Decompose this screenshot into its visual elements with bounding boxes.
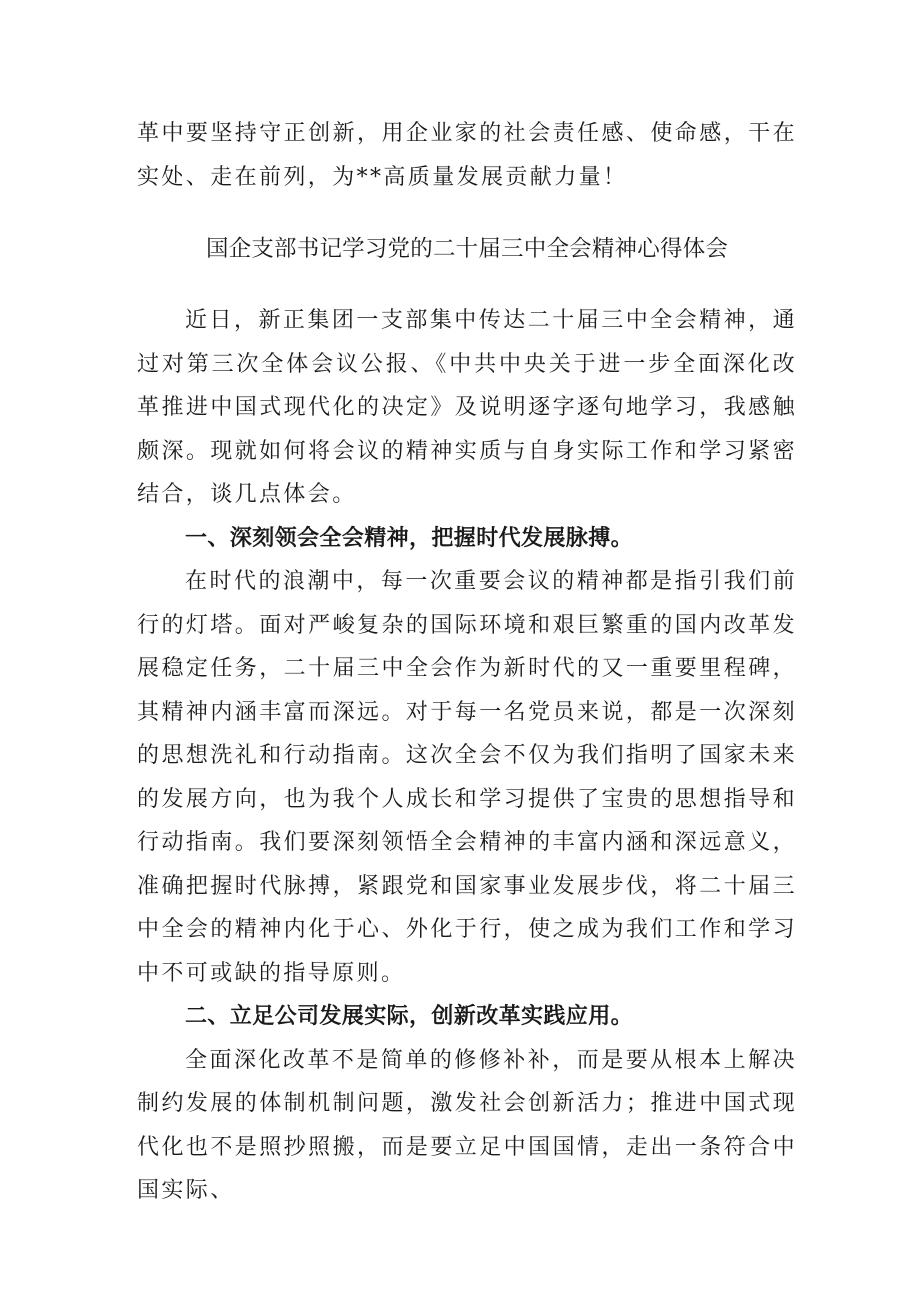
section-2-body: 全面深化改革不是简单的修修补补，而是要从根本上解决制约发展的体制机制问题，激发社会创新活力；推进中国式现代化也不是照抄照搬，而是要立足中国国情，走出一条符合中国实际、 <box>137 1047 797 1203</box>
section-2-heading: 二、立足公司发展实际，创新改革实践应用。 <box>185 1004 634 1029</box>
section-1-heading: 一、深刻领会全会精神，把握时代发展脉搏。 <box>185 525 634 551</box>
article-title: 国企支部书记学习党的二十届三中全会精神心得体会 <box>205 236 729 262</box>
opening-paragraph: 近日，新正集团一支部集中传达二十届三中全会精神，通过对第三次全体会议公报、《中共中央关于进一步全面深化改革推进中国式现代化的决定》及说明逐字逐句地学习，我感触颇深。现就如何将会议的精神实质与自身实际工作和学习紧密结合，谈几点体会。 <box>137 308 797 507</box>
document-body <box>137 112 797 1213</box>
intro-continuation-paragraph: 革中要坚持守正创新，用企业家的社会责任感、使命感，干在实处、走在前列，为**高质量发展贡献力量！ <box>137 121 797 190</box>
section-1-body: 在时代的浪潮中，每一次重要会议的精神都是指引我们前行的灯塔。面对严峻复杂的国际环境和艰巨繁重的国内改革发展稳定任务，二十届三中全会作为新时代的又一重要里程碑，其精神内涵丰富而深远。对于每一名党员来说，都是一次深刻的思想洗礼和行动指南。这次全会不仅为我们指明了国家未来的发展方向，也为我个人成长和学习提供了宝贵的思想指导和行动指南。我们要深刻领悟全会精神的丰富内涵和深远意义，准确把握时代脉搏，紧跟党和国家事业发展步伐，将二十届三中全会的精神内化于心、外化于行，使之成为我们工作和学习中不可或缺的指导原则。 <box>137 569 797 986</box>
